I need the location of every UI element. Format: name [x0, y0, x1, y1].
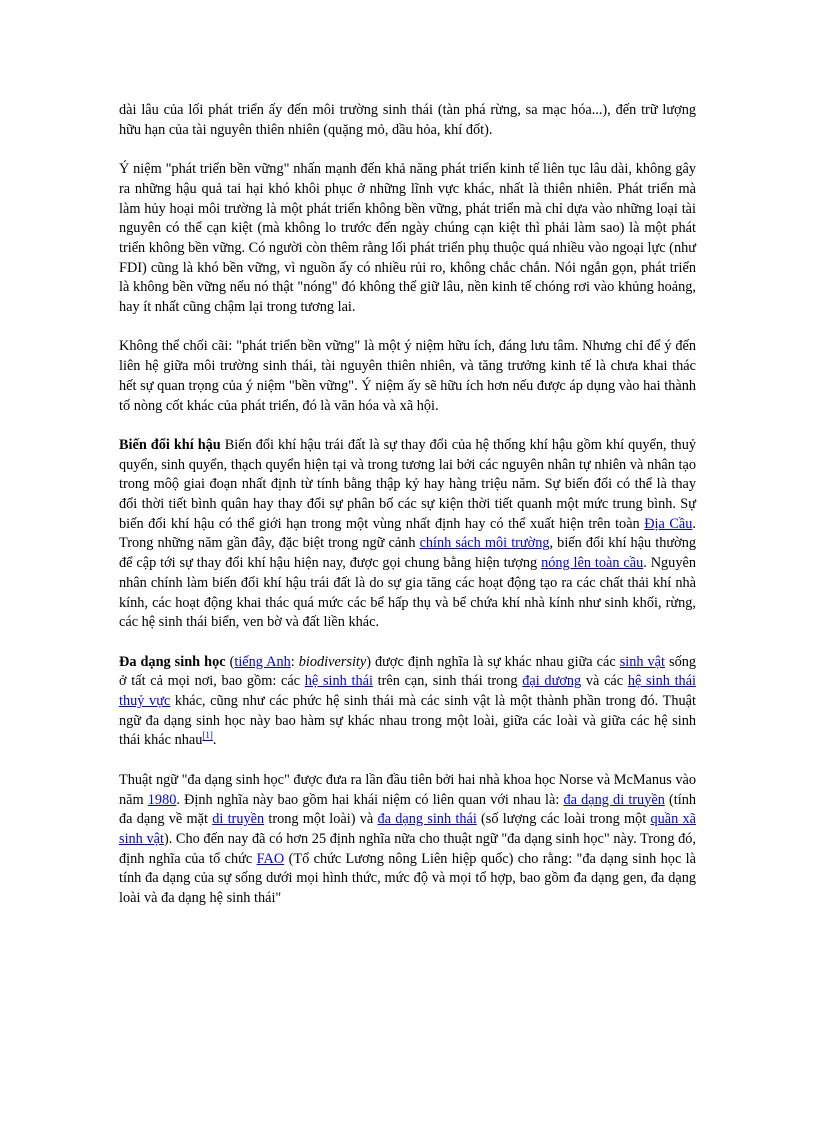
text-segment: . Nguyên nhân chính làm biến đổi khí hậu trái đất là do sự gia tăng các hoạt động tạo ra các chất thải khí nhà kính, các hoạt động khai thác quá mức các bể hấp thụ và bể chứa khí nhà kính như sinh khối, rừng, các hệ sinh thái biển, ven bờ và đất liền khác.: [119, 555, 696, 631]
link-chinh-sach-moi-truong[interactable]: chính sách môi trường: [419, 535, 550, 552]
text-segment: , biến đổi khí hậu thường để cập tới sự thay đổi khí hậu hiện nay, được gọi chung bằng hiện tượng: [119, 535, 696, 572]
biodiversity-english-term: biodiversity: [298, 653, 367, 670]
link-da-dang-sinh-thai[interactable]: đa dạng sinh thái: [377, 811, 477, 828]
climate-change-heading: Biến đổi khí hậu: [119, 436, 221, 453]
text-segment: trên cạn, sinh thái trong: [372, 673, 523, 690]
text-segment: .: [212, 732, 217, 749]
text-segment: (tính đa dạng về mặt: [119, 791, 696, 828]
link-tieng-anh[interactable]: tiếng Anh: [234, 653, 291, 670]
paragraph-sustainable-conclusion: [119, 337, 696, 416]
link-fao[interactable]: FAO: [256, 850, 285, 867]
reference-link-1[interactable]: [1]: [202, 730, 213, 741]
text-segment: . Định nghĩa này bao gồm hai khái niệm có liên quan với nhau là:: [176, 791, 564, 808]
paragraph-text: Không thể chối cãi: "phát triển bền vững" là một ý niệm hữu ích, đáng lưu tâm. Nhưng chỉ để ý đến liên hệ giữa môi trường sinh thái, tài nguyên thiên nhiên, và tăng trưởng kinh tế là chưa khai thác hết sự quan trọng của ý niệm "bền vững". Ý niệm ấy sẽ hữu ích hơn nếu được áp dụng vào hai thành tố nòng cốt khác của phát triển, đó là văn hóa và xã hội.: [119, 338, 696, 414]
link-dai-duong[interactable]: đại dương: [522, 673, 582, 690]
link-sinh-vat[interactable]: sinh vật: [619, 653, 665, 670]
link-dia-cau[interactable]: Địa Cầu: [644, 515, 693, 532]
paragraph-text: Ý niệm "phát triển bền vững" nhấn mạnh đến khả năng phát triển kinh tế liên tục lâu dài, không gây ra những hậu quả tai hại khó khôi phục ở những lĩnh vực khác, nhất là thiên nhiên. Phát triển mà làm hủy hoại môi trường là một phát triển không bền vững, phát triển mà chỉ dựa vào những loại tài nguyên có thể cạn kiệt (mà không lo trước đến ngày chúng cạn kiệt thì phải làm sao) là một phát triển không bền vững. Có người còn thêm rằng lối phát triển phụ thuộc quá nhiều vào ngoại lực (như FDI) cũng là khó bền vững, vì nguồn ấy có nhiều rủi ro, không chắc chắn. Nói ngắn gọn, phát triển là không bền vững nếu nó thật "nóng" đó không thể giữ lâu, nền kinh tế chóng rơi vào khủng hoảng, hay ít nhất cũng chậm lại trong tương lai.: [119, 161, 696, 316]
link-quan-xa-sinh-vat[interactable]: quần xã sinh vật: [119, 811, 697, 847]
link-he-sinh-thai[interactable]: hệ sinh thái: [304, 673, 373, 690]
paragraph-biodiversity-definition: [119, 771, 696, 909]
text-segment: . Trong những năm gần đây, đặc biệt trong ngữ cảnh: [119, 515, 696, 552]
text-segment: và các: [581, 673, 628, 690]
text-segment: Thuật ngữ "đa dạng sinh học" được đưa ra lần đầu tiên bởi hai nhà khoa học Norse và McManus vào năm: [119, 771, 696, 808]
text-segment: ). Cho đến nay đã có hơn 25 định nghĩa nữa cho thuật ngữ "đa dạng sinh học" này. Trong đó, định nghĩa của tổ chức: [119, 830, 696, 867]
text-segment: sống ở tất cả mọi nơi, bao gồm: các: [119, 653, 697, 690]
text-segment: ) được định nghĩa là sự khác nhau giữa các: [366, 653, 620, 670]
link-di-truyen[interactable]: di truyền: [212, 811, 265, 828]
paragraph-climate-change: [119, 436, 696, 633]
text-segment: :: [290, 653, 299, 670]
link-nong-len-toan-cau[interactable]: nóng lên toàn cầu: [541, 555, 644, 572]
biodiversity-heading: Đa dạng sinh học: [119, 653, 226, 670]
link-da-dang-di-truyen[interactable]: đa dạng di truyền: [563, 791, 665, 808]
text-segment: (Tổ chức Lương nông Liên hiệp quốc) cho rằng: "đa dạng sinh học là tính đa dạng của sự sống dưới mọi hình thức, mức độ và mọi tổ hợp, bao gồm đa dạng gen, đa dạng loài và đa dạng hệ sinh thái": [119, 850, 696, 907]
document-page: [119, 101, 696, 928]
text-segment: (: [225, 653, 235, 670]
paragraph-intro-continuation: [119, 101, 696, 140]
text-segment: trong một loài) và: [264, 811, 378, 828]
link-he-sinh-thai-thuy-vuc[interactable]: hệ sinh thái thuỷ vực: [119, 673, 697, 710]
link-1980[interactable]: 1980: [147, 791, 177, 808]
paragraph-biodiversity: [119, 653, 696, 752]
paragraph-text: dài lâu của lối phát triển ấy đến môi trường sinh thái (tàn phá rừng, sa mạc hóa...), đến trữ lượng hữu hạn của tài nguyên thiên nhiên (quặng mỏ, dầu hỏa, khí đốt).: [119, 102, 696, 138]
text-segment: (số lượng các loài trong một: [476, 811, 651, 828]
text-segment: khác, cũng như các phức hệ sinh thái mà các sinh vật là một thành phần trong đó. Thuật ngữ đa dạng sinh học này bao hàm sự khác nhau trong một loài, giữa các loài và giữa các hệ sinh thái khác nhau: [119, 693, 696, 749]
paragraph-sustainable-development: [119, 160, 696, 318]
text-segment: Biến đổi khí hậu trái đất là sự thay đổi của hệ thống khí hậu gồm khí quyển, thuỷ quyển, sinh quyển, thạch quyển hiện tại và trong tương lai bởi các nguyên nhân tự nhiên và nhân tạo trong môộ giai đoạn nhất định từ tính bằng thập kỷ hay hàng triệu năm. Sự biến đổi có thể là thay đổi thời tiết bình quân hay thay đổi sự phân bố các sự kiện thời tiết quanh một mức trung bình. Sự biến đổi khí hậu có thể giới hạn trong một vùng nhất định hay có thể xuất hiện trên toàn: [119, 436, 696, 532]
